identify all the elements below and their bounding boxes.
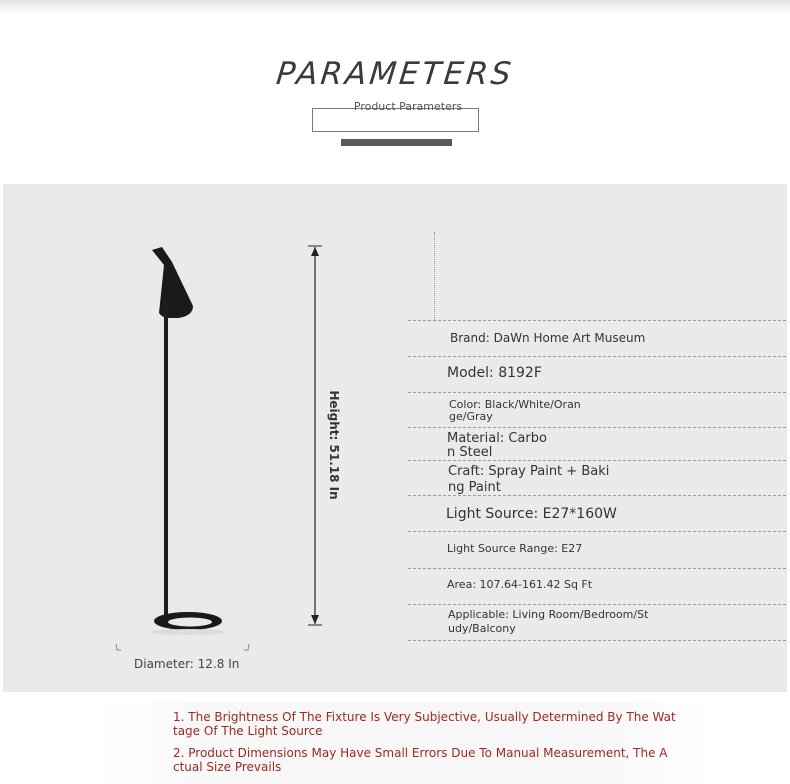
spec-row-craft [408,461,786,496]
diameter-tick-right [244,644,249,650]
spec-row-brand [408,320,786,357]
spec-model: Model: 8192F [447,365,542,381]
lamp-pole [164,300,168,618]
height-arrow-bottom [311,615,319,624]
divider-vertical [434,232,435,320]
spec-row-range [408,532,786,569]
page-title: PARAMETERS [274,56,516,92]
note-1: 1. The Brightness Of The Fixture Is Very Subjective, Usually Determined By The Wat tage Of The Light Source [173,710,676,738]
height-label: Height: 51.18 In [327,390,341,500]
spec-craft: Craft: Spray Paint + Baki ng Paint [448,464,610,495]
spec-row-model [408,357,786,393]
diameter-label: Diameter: 12.8 In [134,657,240,671]
spec-row-applicable [408,605,786,641]
spec-color: Color: Black/White/Oran ge/Gray [449,398,581,423]
spec-row-material [408,428,786,461]
spec-applicable: Applicable: Living Room/Bedroom/St udy/Balcony [448,608,649,635]
spec-brand: Brand: DaWn Home Art Museum [450,331,646,345]
spec-row-color [408,393,786,428]
page-subtitle: Product Parameters [353,100,463,113]
diameter-tick-left [116,644,121,650]
lamp-shade [152,247,193,318]
note-2: 2. Product Dimensions May Have Small Errors Due To Manual Measurement, The A ctual Size Prevails [173,746,668,774]
spec-row-area [408,569,786,605]
spec-area: Area: 107.64-161.42 Sq Ft [447,578,593,591]
spec-light-source-range: Light Source Range: E27 [447,542,583,555]
spec-row-light-source [408,496,786,532]
spec-material: Material: Carbo n Steel [447,431,547,460]
spec-light-source: Light Source: E27*160W [446,506,617,522]
height-arrow-top [311,247,319,256]
